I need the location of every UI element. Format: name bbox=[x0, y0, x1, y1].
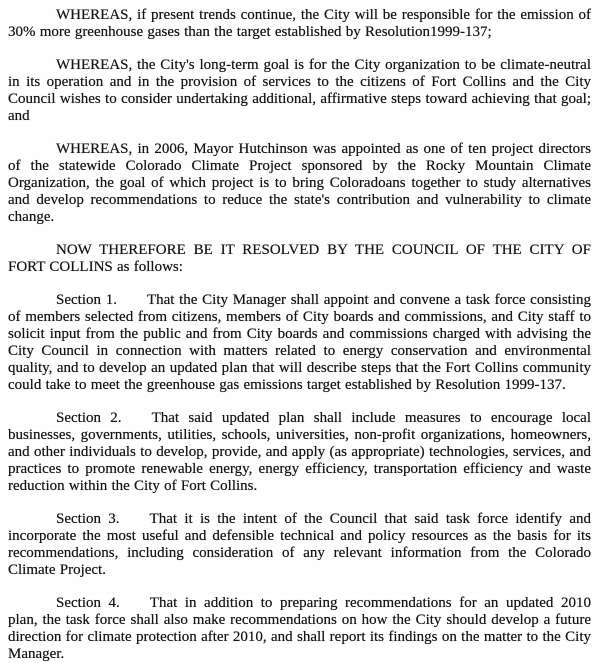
section-label: Section 4. bbox=[56, 595, 120, 611]
section-2-paragraph bbox=[8, 410, 591, 495]
whereas-paragraph-3 bbox=[8, 141, 591, 226]
resolved-clause bbox=[8, 242, 591, 276]
paragraph-text: That in addition to preparing recommendations for an updated 2010 plan, the task force shall also make recommendations on how the City should develop a future direction for climate protection after 2010, and shall report its findings on the matter to the City Manager. bbox=[8, 595, 591, 662]
paragraph-text: WHEREAS, the City's long-term goal is for the City organization to be climate-neutral in its operation and in the provision of services to the citizens of Fort Collins and the City Council wishes to consider undertaking additional, affirmative steps toward achieving that goal; and bbox=[8, 57, 591, 124]
section-label: Section 3. bbox=[56, 511, 120, 527]
section-label: Section 1. bbox=[56, 292, 117, 308]
section-1-paragraph bbox=[8, 292, 591, 394]
whereas-paragraph-1 bbox=[8, 7, 591, 41]
section-3-paragraph bbox=[8, 511, 591, 579]
section-label: Section 2. bbox=[56, 410, 122, 426]
paragraph-text: That the City Manager shall appoint and convene a task force consisting of members selected from citizens, members of City boards and commissions, and City staff to solicit input from the public and from City boards and commissions charged with advising the City Council in connection with matters related to energy conservation and environmental quality, and to develop an updated plan that will describe steps that the Fort Collins community could take to meet the greenhouse gas emissions target established by Resolution 1999-137. bbox=[8, 292, 592, 393]
paragraph-text: NOW THEREFORE BE IT RESOLVED BY THE COUNCIL OF THE CITY OF FORT COLLINS as follows: bbox=[8, 242, 591, 275]
whereas-paragraph-2 bbox=[8, 57, 591, 125]
paragraph-text: WHEREAS, if present trends continue, the City will be responsible for the emission of 30% more greenhouse gases than the target established by Resolution1999-137; bbox=[8, 7, 591, 40]
paragraph-text: WHEREAS, in 2006, Mayor Hutchinson was appointed as one of ten project directors of the statewide Colorado Climate Project sponsored by the Rocky Mountain Climate Organization, the goal of which project is to bring Coloradoans together to study alternatives and develop recommendations to reduce the state's contribution and vulnerability to climate change. bbox=[8, 141, 591, 225]
section-4-paragraph bbox=[8, 595, 591, 663]
paragraph-text: That it is the intent of the Council that said task force identify and incorporate the most useful and defensible technical and policy resources as the basis for its recommendations, including consideration of any relevant information from the Colorado Climate Project. bbox=[8, 511, 591, 578]
paragraph-text: That said updated plan shall include measures to encourage local businesses, governments, utilities, schools, universities, non-profit organizations, homeowners, and other individuals to develop, provide, and apply (as appropriate) technologies, services, and practices to promote renewable energy, energy efficiency, transportation efficiency and waste reduction within the City of Fort Collins. bbox=[8, 410, 591, 494]
